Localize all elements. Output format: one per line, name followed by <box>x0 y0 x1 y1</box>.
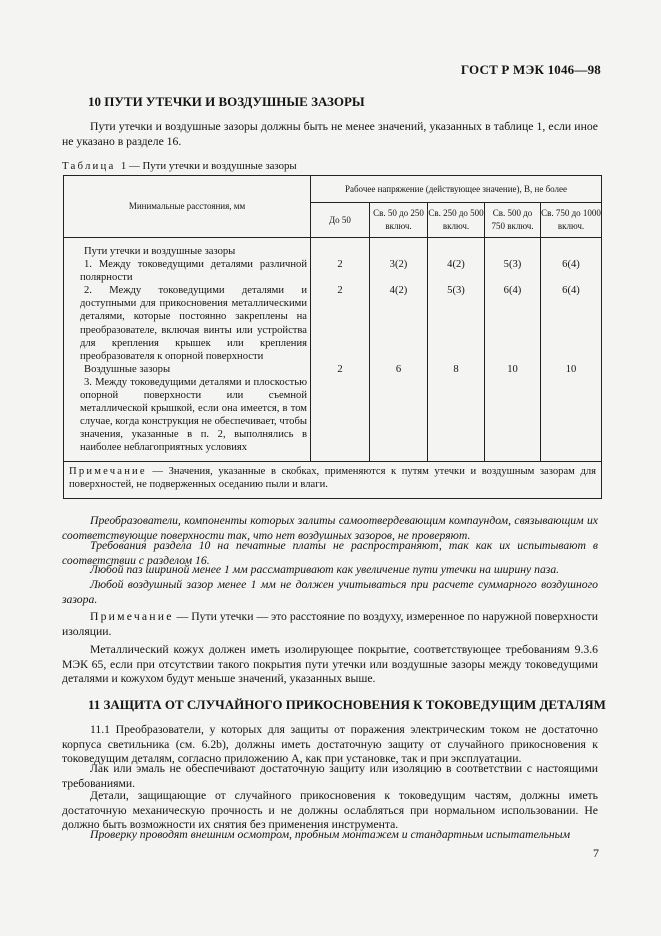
col-header-distances: Минимальные расстояния, мм <box>64 176 311 238</box>
col-voltage-4: Св. 500 до 750 включ. <box>485 203 541 238</box>
standard-header: ГОСТ Р МЭК 1046—98 <box>460 62 601 77</box>
note-label: Примечание <box>90 610 174 623</box>
col-voltage-3: Св. 250 до 500 включ. <box>428 203 485 238</box>
table-caption-text: 1 — Пути утечки и воздушные зазоры <box>120 160 297 172</box>
note-text: — Пути утечки — это расстояние по воздуху, измеренное по наружной поверхности изоляции. <box>62 610 598 638</box>
table-cell: 6(4) <box>562 259 580 270</box>
group-clearance-label: Воздушные зазоры <box>84 363 171 375</box>
section-10-intro: Пути утечки и воздушные зазоры должны быть не менее значений, указанных в таблице 1, если иное не указано в разделе 16. <box>62 120 598 148</box>
col-voltage-1: До 50 <box>311 203 370 238</box>
values-col-4 <box>485 238 541 462</box>
values-col-2 <box>370 238 428 462</box>
table-caption <box>62 160 297 172</box>
table-note <box>64 461 602 498</box>
table-note-text: — Значения, указанные в скобках, применяются к путям утечки и воздушным зазорам для поверхностей, не подверженных оседанию пыли и влаги. <box>69 465 596 491</box>
section-10-title: 10 ПУТИ УТЕЧКИ И ВОЗДУШНЫЕ ЗАЗОРЫ <box>88 94 365 109</box>
table-cell: 6(4) <box>562 285 580 297</box>
row-3-label: 3. Между токоведущими деталями и плоскостью опорной поверхности или съемной металлической крышкой, если она имеется, в том случае, когда конструкция не обеспечивает, чтобы значения, указанные в п. 2, выполнялись в наиболее неблагоприятных условиях <box>80 376 307 454</box>
note-creepage <box>62 610 598 639</box>
paragraph-groove: Любой паз шириной менее 1 мм рассматривают как увеличение пути утечки на ширину паза. <box>90 563 560 576</box>
table-cell: 8 <box>453 364 459 376</box>
table-cell: 4(2) <box>447 259 465 270</box>
group-creepage-label: Пути утечки и воздушные зазоры <box>84 246 236 257</box>
values-col-3 <box>428 238 485 462</box>
clearance-table <box>63 175 602 499</box>
table-cell: 10 <box>565 364 577 376</box>
paragraph-compound: Преобразователи, компоненты которых залиты самоотвердевающим компаундом, связывающим их соответствующие поверхности так, что нет воздушных зазоров, не проверяют. <box>62 514 598 542</box>
row-2-label: 2. Между токоведущими деталями и доступными для прикосновения металлическими деталями, которые постоянно закреплены на преобразователе, включая винты или устройства для крепления крышек или крепления преобразователя к опорной поверхности <box>80 285 307 362</box>
paragraph-printed-boards: Требования раздела 10 на печатные платы не распространяют, так как их испытывают в соответствии с разделом 16. <box>62 539 598 567</box>
table-caption-label: Таблица <box>62 160 116 172</box>
table-cell: 5(3) <box>503 259 522 270</box>
paragraph-inspection: Проверку проводят внешним осмотром, пробным монтажем и стандартным испытательным <box>90 828 571 841</box>
table-cell: 5(3) <box>447 285 465 297</box>
paragraph-protection-parts: Детали, защищающие от случайного прикосновения к токоведущим частям, должны иметь достаточную механическую прочность и не должны ослабляться при нормальном использовании. Не должно быть возможности их снятия без применения инструмента. <box>62 789 598 832</box>
values-col-1 <box>311 238 370 462</box>
table-cell: 6(4) <box>503 285 522 297</box>
paragraph-metal-case: Металлический кожух должен иметь изолирующее покрытие, соответствующее требованиям 9.3.6 МЭК 65, если при отсутствии такого покрытия пути утечки или воздушные зазоры между токоведущими деталями и кожухом будут меньше значений, указанных выше. <box>62 643 598 686</box>
paragraph-air-gap: Любой воздушный зазор менее 1 мм не должен учитываться при расчете суммарного воздушного зазора. <box>62 578 598 606</box>
paragraph-lacquer: Лак или эмаль не обеспечивают достаточную защиту или изоляцию в соответствии с настоящими требованиями. <box>62 762 598 790</box>
page-number: 7 <box>593 846 599 860</box>
section-11-title: 11 ЗАЩИТА ОТ СЛУЧАЙНОГО ПРИКОСНОВЕНИЯ К ТОКОВЕДУЩИМ ДЕТАЛЯМ <box>88 697 606 712</box>
table-cell: 3(2) <box>389 259 408 270</box>
row-1-label: 1. Между токоведущими деталями различной полярности <box>80 259 307 284</box>
table-cell: 2 <box>337 285 343 297</box>
table-cell: 6 <box>395 364 402 376</box>
table-cell: 2 <box>337 364 343 376</box>
col-voltage-2: Св. 50 до 250 включ. <box>370 203 428 238</box>
paragraph-11-1: 11.1 Преобразователи, у которых для защиты от поражения электрическим током не достаточно корпуса светильника (см. 6.2b), должны иметь достаточную защиту от случайного прикосновения к токоведущим деталям, согласно приложению А, как при установке, так и при эксплуатации. <box>62 723 598 766</box>
col-header-voltage: Рабочее напряжение (действующее значение), В, не более <box>311 176 602 203</box>
values-col-5 <box>541 238 602 462</box>
table-cell: 2 <box>337 259 343 270</box>
table-cell: 4(2) <box>389 285 408 297</box>
table-row-descriptions <box>64 238 311 462</box>
col-voltage-5: Св. 750 до 1000 включ. <box>541 203 602 238</box>
table-cell: 10 <box>507 364 518 376</box>
table-note-label: Примечание <box>69 465 147 477</box>
